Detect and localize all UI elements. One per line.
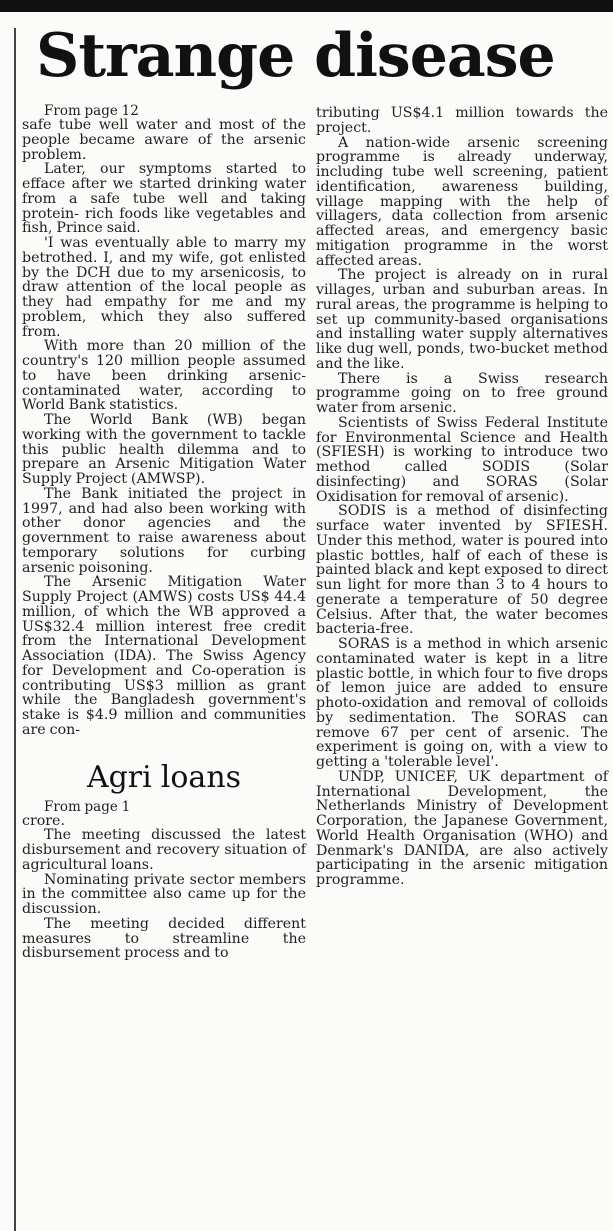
paragraph: The project is already on in rural villages, urban and suburban areas. In rural areas, the programme is helping to set up community-based organisations and installing water supply alternatives like dug well, ponds, two-bucket method and the like. — [316, 267, 608, 372]
top-border-rule — [0, 0, 613, 12]
paragraph: safe tube well water and most of the people became aware of the arsenic problem. — [22, 117, 306, 163]
paragraph: Later, our symptoms started to efface after we started drinking water from a safe tube well and taking protein- rich foods like vegetables and fish, Prince said. — [22, 161, 306, 237]
agri-loans-headline: Agri loans — [86, 759, 242, 795]
paragraph: There is a Swiss research programme going on to free ground water from arsenic. — [316, 370, 608, 416]
paragraph: The meeting decided different measures to streamline the disbursement process and to — [22, 915, 306, 962]
paragraph: The World Bank (WB) began working with the government to tackle this public health dilemma and to prepare an Arsenic Mitigation Water Supply Project (AMWSP). — [22, 412, 306, 487]
paragraph: SODIS is a method of disinfecting surface water invented by SFIESH. Under this method, water is poured into plastic bottles, half of each of these is painted black and kept exposed to direct sun light for more than 3 to 4 hours to generate a temperature of 50 degree Celsius. After that, the water becomes bacteria-free. — [316, 503, 608, 638]
paragraph: SORAS is a method in which arsenic contaminated water is kept in a litre plastic bottle, in which four to five drops of lemon juice are added to ensure photo-oxidation and removal of colloids by sedimentation. The SORAS can remove 67 per cent of arsenic. The experiment is going on, with a view to getting a 'tolerable level'. — [316, 636, 608, 770]
jump-line-from-page-12: From page 12 — [44, 103, 139, 119]
left-column — [22, 104, 306, 961]
paragraph: The Arsenic Mitigation Water Supply Project (AMWS) costs US$ 44.4 million, of which the WB approved a US$32.4 million interest free credit from the International Development Association (IDA). The Swiss Agency for Development and Co-operation is contributing US$3 million as grant while the Bangladesh government's stake is $4.9 million and communities are con- — [22, 574, 306, 738]
paragraph: The Bank initiated the project in 1997, and had also been working with other donor agencies and the government to raise awareness about temporary solutions for curbing arsenic poisoning. — [22, 485, 306, 576]
paragraph: Scientists of Swiss Federal Institute for Environmental Science and Health (SFIESH) is working to introduce two method called SODIS (Solar disinfecting) and SORAS (Solar Oxidisation for removal of arsenic). — [316, 414, 608, 505]
paragraph: The meeting discussed the latest disbursement and recovery situation of agricultural loans. — [22, 827, 306, 873]
headline: Strange disease — [36, 21, 555, 91]
paragraph: Nominating private sector members in the committee also came up for the discussion. — [22, 871, 306, 917]
paragraph: crore. — [22, 812, 65, 829]
paragraph: 'I was eventually able to marry my betrothed. I, and my wife, got enlisted by the DCH due to my arsenicosis, to draw attention of the local people as they had empathy for me and my problem, which they also suffered from. — [22, 235, 306, 340]
paragraph: With more than 20 million of the country's 120 million people assumed to have been drinking arsenic-contaminated water, according to World Bank statistics. — [22, 338, 306, 414]
paragraph: UNDP, UNICEF, UK department of International Development, the Netherlands Ministry of Development Corporation, the Japanese Government, World Health Organisation (WHO) and Denmark's DANIDA, are also actively participating in the arsenic mitigation programme. — [316, 768, 608, 888]
right-column — [316, 106, 608, 888]
jump-line-from-page-1: From page 1 — [44, 798, 131, 815]
paragraph: A nation-wide arsenic screening programme is already underway, including tube well screening, patient identification, awareness building, village mapping with the help of villagers, data collection from arsenic affected areas, and emergency basic mitigation programme in the worst affected areas. — [316, 134, 608, 269]
left-column-rule — [14, 28, 16, 1231]
paragraph: tributing US$4.1 million towards the project. — [316, 105, 608, 136]
